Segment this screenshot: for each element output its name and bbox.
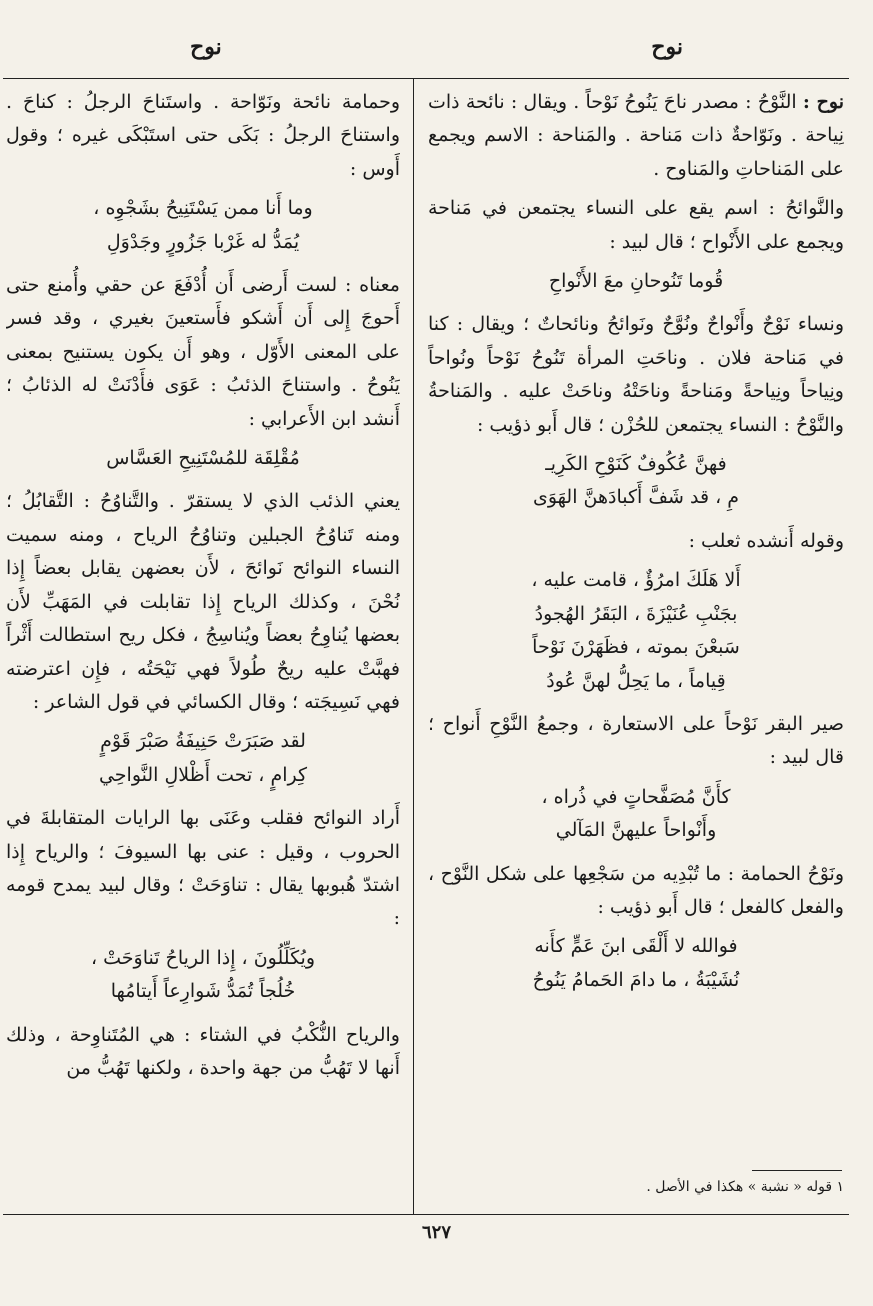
verse-line: قُوما تَنُوحانِ معَ الأَنْواحِ xyxy=(548,270,724,293)
verse-line: فوالله لا أَلْقَى ابنَ عَمٍّ كأَنه xyxy=(534,935,738,958)
verse xyxy=(428,265,844,298)
column-divider xyxy=(413,78,414,1214)
page-number: ٦٢٧ xyxy=(421,1222,451,1243)
verse-line: مِ ، قد شَفَّ أَكبادَهنَّ الهَوَى xyxy=(532,486,740,509)
header-title-left: نوح xyxy=(190,34,222,60)
verse-line: سَبعْنَ بموته ، فظَهَرْنَ نَوْحاً xyxy=(532,636,740,659)
entry-paragraph xyxy=(428,86,844,186)
verse-line: مُقْلِقَة للمُسْتَنِيحِ العَسَّاس xyxy=(106,447,300,470)
verse xyxy=(428,564,844,698)
verse xyxy=(6,192,400,259)
footnote-rule xyxy=(752,1170,842,1171)
entry-text: النَّوْحُ : مصدر ناحَ يَنُوحُ نَوْحاً . ويقال : نائحة ذات نِياحة . ونَوّاحةٌ ذات مَناحة . والمَناحة : الاسم ويجمع على المَناحاتِ والمَناوح . xyxy=(428,91,844,180)
verse-line: كِرامٍ ، تحت أَظْلالِ النَّواحِي xyxy=(98,763,308,786)
entry-paragraph: معناه : لست أَرضى أَن أُدْفَعَ عن حقي وأُمنع حتى أَحوجَ إِلى أَن أَشكو فأَستعينَ بغيري ، وقد فسر على المعنى الأَوّل ، وهو أَن يكون يستنيح بمعنى يَنُوحُ . واستناحَ الذئبُ : عَوَى فأَدْنَتْ له الذئابُ ؛ أَنشد ابن الأَعرابي : xyxy=(6,274,400,430)
verse-line: وأَنْواحاً عليهنَّ المَآلي xyxy=(555,819,717,842)
entry-paragraph: ونساء نَوْحٌ وأَنْواحٌ ونُوَّحٌ ونَوائحُ ونائحاتٌ ؛ ويقال : كنا في مَناحة فلان . وناحَتِ المرأة تَنُوحُ نَوْحاً ونُواحاً ونِياحاً ونِياحةً ومَناحةً وناحَتْهُ وناحَتْ عليه . والمَناحةُ والنَّوْحُ : النساء يجتمعن للحُزْن ؛ قال أَبو ذؤيب : xyxy=(428,313,844,436)
entry-paragraph: والنَّوائحُ : اسم يقع على النساء يجتمعن في مَناحة ويجمع على الأَنْواح ؛ قال لبيد : xyxy=(428,197,844,253)
entry-paragraph: وقوله أَنشده ثعلب : xyxy=(688,529,844,552)
entry-head-word: نوح : xyxy=(802,91,844,113)
verse-line: أَلا هَلَكَ امرُؤٌ ، قامت عليه ، xyxy=(531,569,741,592)
verse-line: ويُكَلِّلُونَ ، إِذا الرياحُ تَناوَحَتْ ، xyxy=(90,946,316,969)
page-header xyxy=(0,30,873,70)
header-title-right: نوح xyxy=(651,34,683,60)
verse-line: كأَنَّ مُصَفَّحاتٍ في ذُراه ، xyxy=(541,785,731,808)
right-column xyxy=(428,86,844,1172)
verse-line: خُلُجاً تُمَدُّ شَوارِعاً أَيتامُها xyxy=(110,980,296,1003)
verse-line: فهنَّ عُكُوفٌ كَنَوْحِ الكَرِيـ xyxy=(545,453,727,476)
verse-line: بجَنْبِ عُنَيْزَةَ ، البَقَرُ الهُجودُ xyxy=(534,602,738,625)
verse xyxy=(6,725,400,792)
bottom-rule xyxy=(3,1214,849,1215)
entry-paragraph: يعني الذئب الذي لا يستقرّ . والتَّناوُحُ : التَّقابُلُ ؛ ومنه تَناوُحُ الجبلين وتناوُحُ الرياح ، ومنه سميت النساء النوائح نَوائحَ ، لأَن بعضهن يقابل بعضاً إِذا نُحْنَ ، وكذلك الرياح إِذا تقابلت في المَهَبِّ لأَن بعضها يُناوِحُ بعضاً ويُناسِجُ ، فكل ريح استطالت أَثْراً فهبَّتْ عليه ريحٌ طُولاً فهي نَيْحَتُه ، فإِن اعترضته فهي نَسِيجَته ؛ وقال الكسائي في قول الشاعر : xyxy=(6,490,400,713)
verse-line: يُمَدُّ له غَرْبا جَزُورٍ وجَدْوَلِ xyxy=(106,230,300,253)
entry-paragraph: والرياح النُّكْبُ في الشتاء : هي المُتَناوِحة ، وذلك أَنها لا تَهُبُّ من جهة واحدة ، ولكنها تَهُبُّ من xyxy=(6,1023,400,1079)
verse-line: لقد صَبَرَتْ حَنِيفَةُ صَبْرَ قَوْمٍ xyxy=(100,730,306,753)
verse xyxy=(428,448,844,515)
entry-paragraph: ونَوْحُ الحمامة : ما تُبْدِيه من سَجْعِها على شكل النَّوْح ، والفعل كالفعل ؛ قال أَبو ذؤيب : xyxy=(428,862,844,918)
left-column xyxy=(6,86,400,1204)
entry-paragraph: وحمامة نائحة ونَوّاحة . واستَناحَ الرجلُ : كناحَ . واستناحَ الرجلُ : بَكَى حتى استَبْكَى غيره ؛ وقول أَوس : xyxy=(6,91,400,180)
verse-line: وما أَنا ممن يَسْتَنِيحُ بشَجْوِه ، xyxy=(93,197,313,220)
verse xyxy=(428,930,844,997)
footnote: ١ قوله « نشبة » هكذا في الأصل . xyxy=(646,1179,844,1195)
verse xyxy=(428,781,844,848)
verse-line: نُشَيْبَةُ ، ما دامَ الحَمامُ يَنُوحُ xyxy=(532,968,740,991)
verse xyxy=(6,942,400,1009)
entry-paragraph: صير البقر نَوْحاً على الاستعارة ، وجمعُ النَّوْحِ أَنواح ؛ قال لبيد : xyxy=(428,712,844,769)
entry-paragraph: أَراد النوائح فقلب وعَنَى بها الرايات المتقابلةَ في الحروب ، وقيل : عنى بها السيوفَ ؛ والرياح إِذا اشتدّ هُبوبها يقال : تناوَحَتْ ؛ وقال لبيد يمدح قومه : xyxy=(6,807,400,930)
verse xyxy=(6,442,400,475)
verse-line: قِياماً ، ما يَحِلُّ لهنَّ عُودُ xyxy=(546,669,726,692)
top-rule xyxy=(3,78,849,79)
